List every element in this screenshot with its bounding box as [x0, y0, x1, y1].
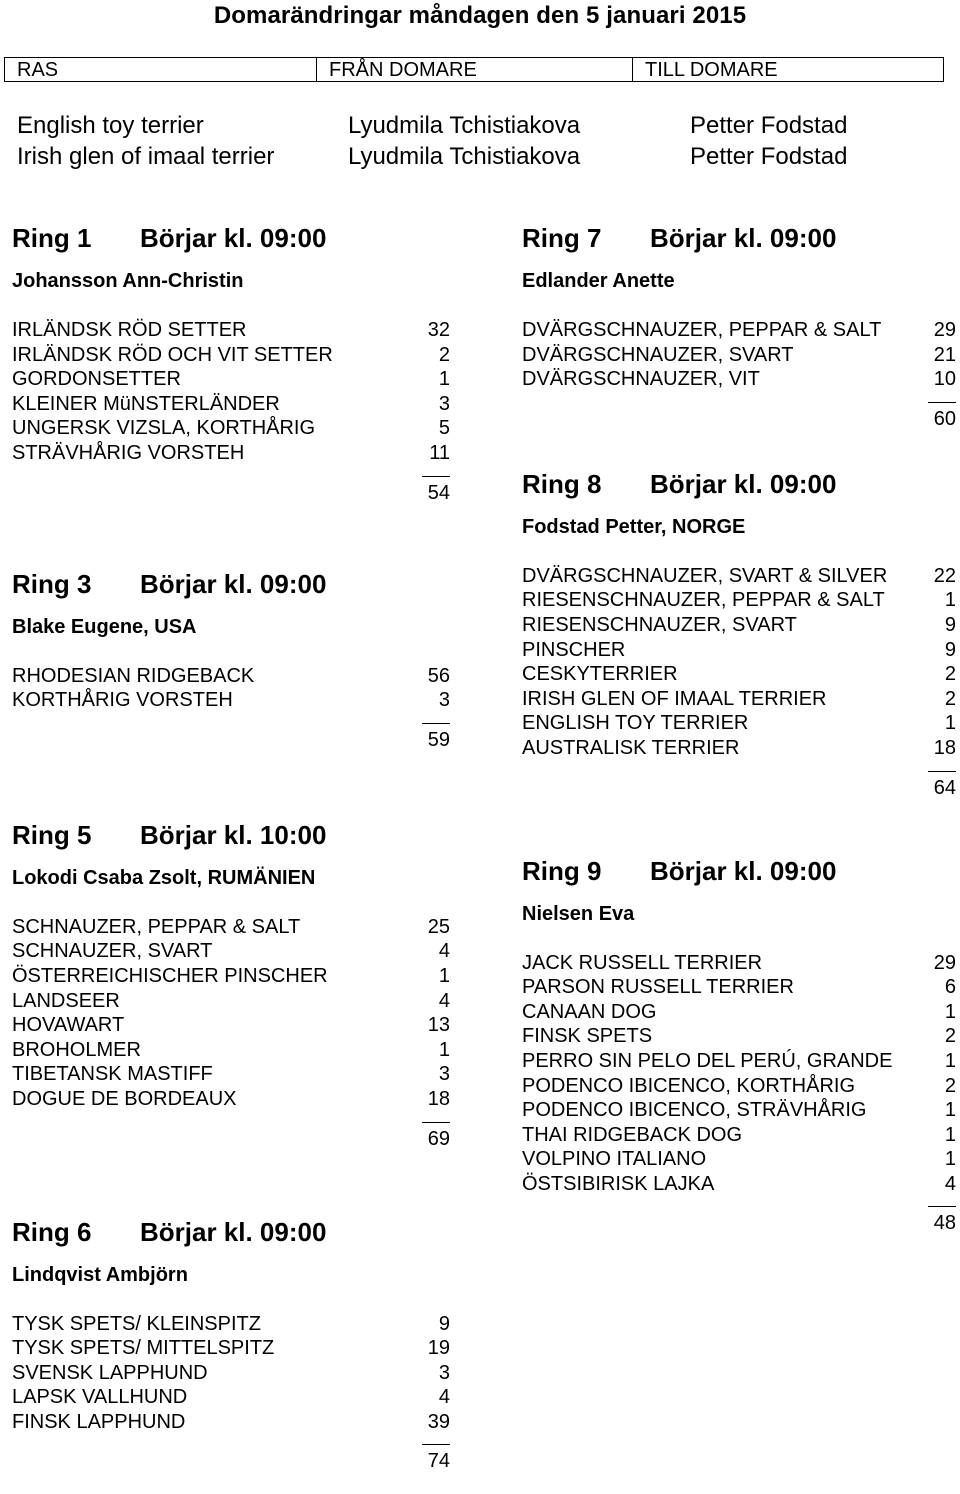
breed-count: 2 — [945, 662, 956, 687]
breed-name: JACK RUSSELL TERRIER — [522, 951, 762, 976]
breed-row — [522, 1000, 956, 1025]
change-breed: Irish glen of imaal terrier — [17, 141, 274, 172]
breed-name: SCHNAUZER, PEPPAR & SALT — [12, 915, 300, 940]
ring-total: 48 — [934, 1212, 956, 1235]
header-ras: RAS — [5, 58, 317, 81]
breed-row — [522, 588, 956, 613]
total-line — [12, 1444, 450, 1494]
breed-name: PINSCHER — [522, 638, 625, 663]
change-breed: English toy terrier — [17, 110, 204, 141]
breed-name: BROHOLMER — [12, 1038, 141, 1063]
breed-name: DVÄRGSCHNAUZER, SVART — [522, 343, 794, 368]
breed-name: RIESENSCHNAUZER, SVART — [522, 613, 797, 638]
breed-name: GORDONSETTER — [12, 367, 181, 392]
breed-count: 3 — [439, 1361, 450, 1386]
breed-count: 3 — [439, 392, 450, 417]
breed-row — [12, 939, 450, 964]
breed-count: 1 — [945, 1098, 956, 1123]
breed-row — [522, 662, 956, 687]
breed-name: DVÄRGSCHNAUZER, VIT — [522, 367, 760, 392]
breed-row — [12, 964, 450, 989]
total-rule — [422, 1444, 450, 1445]
breed-count: 1 — [439, 964, 450, 989]
breed-list — [12, 915, 450, 1112]
breed-count: 9 — [439, 1312, 450, 1337]
breed-row — [12, 343, 450, 368]
judge-name: Johansson Ann-Christin — [12, 258, 450, 304]
breed-count: 1 — [439, 1038, 450, 1063]
ring-number: Ring 1 — [12, 218, 91, 258]
breed-count: 1 — [945, 588, 956, 613]
breed-count: 1 — [945, 1000, 956, 1025]
breed-row — [12, 1038, 450, 1063]
ring-start-time: Börjar kl. 09:00 — [140, 1212, 326, 1252]
ring-total: 69 — [428, 1128, 450, 1151]
breed-name: HOVAWART — [12, 1013, 124, 1038]
breed-name: LANDSEER — [12, 989, 120, 1014]
breed-name: LAPSK VALLHUND — [12, 1385, 187, 1410]
breed-name: TIBETANSK MASTIFF — [12, 1062, 213, 1087]
total-line — [12, 476, 450, 526]
ring-heading — [12, 218, 450, 258]
page-title: Domarändringar måndagen den 5 januari 2015 — [0, 2, 960, 30]
breed-count: 2 — [439, 343, 450, 368]
breed-count: 3 — [439, 688, 450, 713]
breed-count: 4 — [945, 1172, 956, 1197]
breed-name: KORTHÅRIG VORSTEH — [12, 688, 233, 713]
ring-total: 64 — [934, 777, 956, 800]
breed-row — [12, 1361, 450, 1386]
breed-row — [522, 1172, 956, 1197]
judge-name: Blake Eugene, USA — [12, 604, 450, 650]
breed-row — [522, 318, 956, 343]
breed-name: DOGUE DE BORDEAUX — [12, 1087, 236, 1112]
judge-name: Fodstad Petter, NORGE — [522, 504, 956, 550]
breed-row — [12, 915, 450, 940]
breed-count: 29 — [934, 951, 956, 976]
header-till-domare: TILL DOMARE — [633, 58, 943, 81]
breed-row — [522, 711, 956, 736]
ring-number: Ring 7 — [522, 218, 601, 258]
ring-number: Ring 5 — [12, 815, 91, 855]
ring-start-time: Börjar kl. 09:00 — [140, 564, 326, 604]
ring-heading — [12, 815, 450, 855]
breed-row — [12, 1013, 450, 1038]
left-column — [12, 218, 450, 1494]
ring-block — [12, 564, 450, 773]
ring-start-time: Börjar kl. 09:00 — [650, 218, 836, 258]
total-rule — [422, 723, 450, 724]
breed-row — [12, 441, 450, 466]
ring-number: Ring 6 — [12, 1212, 91, 1252]
total-line — [12, 723, 450, 773]
breed-count: 6 — [945, 975, 956, 1000]
breed-count: 1 — [439, 367, 450, 392]
total-line — [522, 771, 956, 821]
ring-start-time: Börjar kl. 09:00 — [140, 218, 326, 258]
breed-count: 22 — [934, 564, 956, 589]
breed-count: 2 — [945, 1074, 956, 1099]
judge-name: Lindqvist Ambjörn — [12, 1252, 450, 1298]
breed-row — [522, 343, 956, 368]
ring-block — [12, 1212, 450, 1494]
breed-count: 4 — [439, 989, 450, 1014]
change-from-judge: Lyudmila Tchistiakova — [348, 141, 580, 172]
breed-count: 1 — [945, 1049, 956, 1074]
ring-start-time: Börjar kl. 09:00 — [650, 464, 836, 504]
ring-total: 74 — [428, 1450, 450, 1473]
breed-list — [12, 318, 450, 466]
breed-count: 19 — [428, 1336, 450, 1361]
breed-name: CESKYTERRIER — [522, 662, 678, 687]
right-column — [522, 218, 956, 1256]
total-rule — [928, 1206, 956, 1207]
breed-name: CANAAN DOG — [522, 1000, 656, 1025]
breed-row — [12, 392, 450, 417]
breed-count: 10 — [934, 367, 956, 392]
breed-row — [12, 1385, 450, 1410]
breed-name: AUSTRALISK TERRIER — [522, 736, 739, 761]
total-rule — [422, 476, 450, 477]
breed-row — [12, 367, 450, 392]
total-line — [522, 1206, 956, 1256]
breed-row — [522, 1074, 956, 1099]
breed-row — [522, 687, 956, 712]
breed-name: SCHNAUZER, SVART — [12, 939, 212, 964]
ring-number: Ring 8 — [522, 464, 601, 504]
ring-number: Ring 9 — [522, 851, 601, 891]
total-rule — [422, 1122, 450, 1123]
breed-row — [522, 1147, 956, 1172]
breed-row — [522, 638, 956, 663]
total-line — [12, 1122, 450, 1172]
breed-row — [522, 564, 956, 589]
breed-count: 56 — [428, 664, 450, 689]
ring-block — [522, 851, 956, 1257]
breed-count: 5 — [439, 416, 450, 441]
ring-total: 59 — [428, 729, 450, 752]
ring-heading — [522, 218, 956, 258]
total-rule — [928, 402, 956, 403]
breed-row — [522, 1123, 956, 1148]
total-line — [522, 402, 956, 452]
breed-count: 4 — [439, 1385, 450, 1410]
breed-count: 18 — [934, 736, 956, 761]
breed-name: THAI RIDGEBACK DOG — [522, 1123, 742, 1148]
change-row — [0, 110, 960, 141]
change-row — [0, 141, 960, 172]
ring-heading — [12, 564, 450, 604]
ring-start-time: Börjar kl. 09:00 — [650, 851, 836, 891]
breed-row — [522, 975, 956, 1000]
breed-row — [522, 736, 956, 761]
ring-heading — [522, 464, 956, 504]
change-table-header — [4, 57, 944, 82]
breed-name: PERRO SIN PELO DEL PERÚ, GRANDE — [522, 1049, 892, 1074]
breed-name: PARSON RUSSELL TERRIER — [522, 975, 794, 1000]
breed-row — [12, 989, 450, 1014]
breed-count: 9 — [945, 638, 956, 663]
breed-row — [12, 664, 450, 689]
breed-count: 11 — [429, 441, 450, 466]
breed-name: ÖSTSIBIRISK LAJKA — [522, 1172, 714, 1197]
breed-name: FINSK SPETS — [522, 1024, 652, 1049]
breed-name: ÖSTERREICHISCHER PINSCHER — [12, 964, 328, 989]
breed-count: 3 — [439, 1062, 450, 1087]
breed-name: SVENSK LAPPHUND — [12, 1361, 208, 1386]
ring-number: Ring 3 — [12, 564, 91, 604]
breed-count: 29 — [934, 318, 956, 343]
breed-row — [12, 1062, 450, 1087]
ring-total: 60 — [934, 408, 956, 431]
breed-count: 18 — [428, 1087, 450, 1112]
breed-count: 9 — [945, 613, 956, 638]
judge-name: Nielsen Eva — [522, 891, 956, 937]
breed-row — [522, 1024, 956, 1049]
ring-start-time: Börjar kl. 10:00 — [140, 815, 326, 855]
breed-count: 39 — [428, 1410, 450, 1435]
judge-change-list — [0, 110, 960, 172]
breed-list — [12, 664, 450, 713]
change-to-judge: Petter Fodstad — [690, 110, 847, 141]
change-to-judge: Petter Fodstad — [690, 141, 847, 172]
breed-name: DVÄRGSCHNAUZER, PEPPAR & SALT — [522, 318, 881, 343]
breed-name: DVÄRGSCHNAUZER, SVART & SILVER — [522, 564, 887, 589]
breed-count: 2 — [945, 1024, 956, 1049]
breed-name: TYSK SPETS/ MITTELSPITZ — [12, 1336, 274, 1361]
breed-count: 2 — [945, 687, 956, 712]
breed-row — [522, 613, 956, 638]
breed-row — [12, 1410, 450, 1435]
header-fran-domare: FRÅN DOMARE — [317, 58, 633, 81]
breed-list — [522, 318, 956, 392]
ring-block — [12, 815, 450, 1172]
breed-count: 1 — [945, 1123, 956, 1148]
breed-row — [12, 1336, 450, 1361]
breed-count: 1 — [945, 711, 956, 736]
breed-name: UNGERSK VIZSLA, KORTHÅRIG — [12, 416, 315, 441]
judge-name: Lokodi Csaba Zsolt, RUMÄNIEN — [12, 855, 450, 901]
breed-count: 1 — [945, 1147, 956, 1172]
breed-count: 32 — [428, 318, 450, 343]
breed-row — [12, 1087, 450, 1112]
breed-list — [522, 951, 956, 1197]
breed-name: IRISH GLEN OF IMAAL TERRIER — [522, 687, 827, 712]
ring-block — [522, 464, 956, 821]
breed-row — [522, 1098, 956, 1123]
ring-total: 54 — [428, 482, 450, 505]
change-from-judge: Lyudmila Tchistiakova — [348, 110, 580, 141]
breed-name: IRLÄNDSK RÖD OCH VIT SETTER — [12, 343, 333, 368]
breed-row — [522, 367, 956, 392]
breed-count: 25 — [428, 915, 450, 940]
breed-row — [522, 1049, 956, 1074]
breed-name: RHODESIAN RIDGEBACK — [12, 664, 254, 689]
breed-name: RIESENSCHNAUZER, PEPPAR & SALT — [522, 588, 885, 613]
breed-name: PODENCO IBICENCO, STRÄVHÅRIG — [522, 1098, 867, 1123]
breed-row — [12, 1312, 450, 1337]
breed-row — [522, 951, 956, 976]
breed-name: PODENCO IBICENCO, KORTHÅRIG — [522, 1074, 855, 1099]
breed-count: 4 — [439, 939, 450, 964]
ring-block — [12, 218, 450, 526]
breed-row — [12, 416, 450, 441]
ring-block — [522, 218, 956, 452]
ring-heading — [522, 851, 956, 891]
breed-name: TYSK SPETS/ KLEINSPITZ — [12, 1312, 261, 1337]
breed-list — [12, 1312, 450, 1435]
breed-row — [12, 688, 450, 713]
breed-count: 13 — [428, 1013, 450, 1038]
breed-name: VOLPINO ITALIANO — [522, 1147, 706, 1172]
breed-name: ENGLISH TOY TERRIER — [522, 711, 748, 736]
breed-list — [522, 564, 956, 761]
breed-count: 21 — [934, 343, 956, 368]
ring-heading — [12, 1212, 450, 1252]
breed-row — [12, 318, 450, 343]
breed-name: FINSK LAPPHUND — [12, 1410, 185, 1435]
total-rule — [928, 771, 956, 772]
breed-name: STRÄVHÅRIG VORSTEH — [12, 441, 244, 466]
breed-name: IRLÄNDSK RÖD SETTER — [12, 318, 246, 343]
breed-name: KLEINER MüNSTERLÄNDER — [12, 392, 280, 417]
judge-name: Edlander Anette — [522, 258, 956, 304]
